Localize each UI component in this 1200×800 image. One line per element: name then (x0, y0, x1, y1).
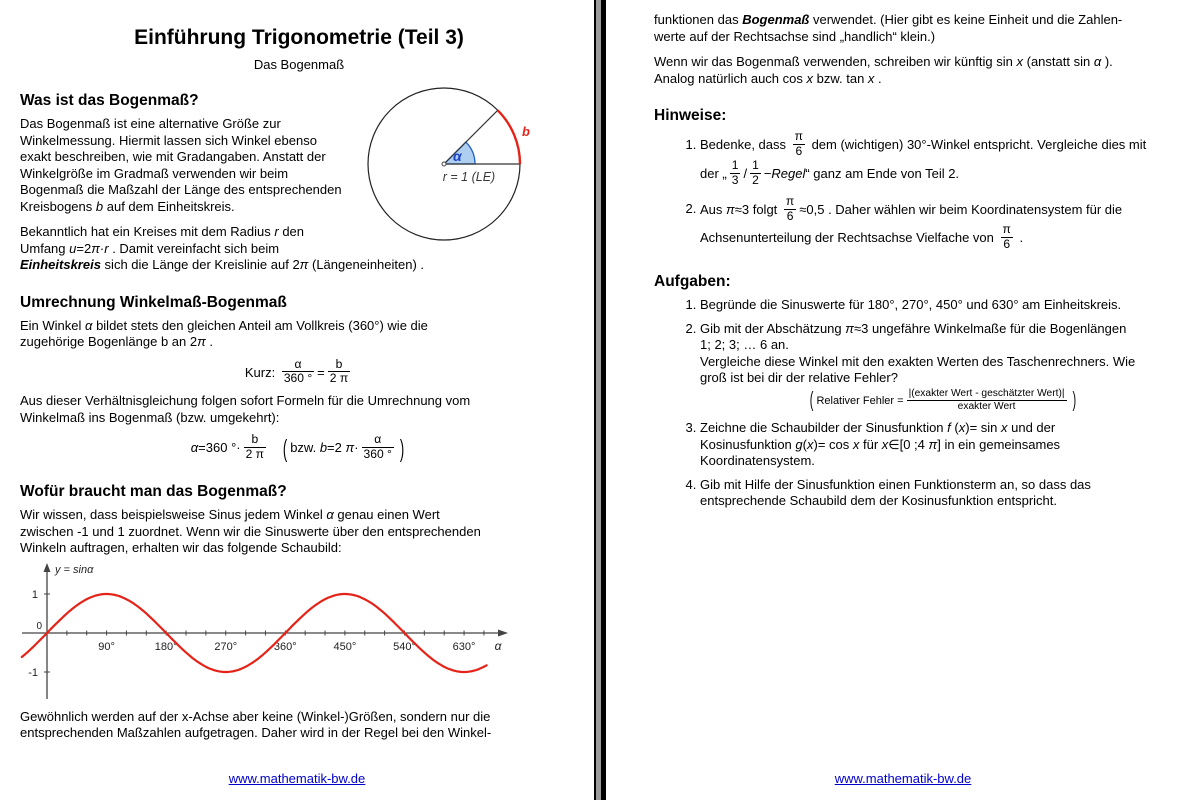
x-tick-label: 270° (214, 640, 238, 653)
aufgabe-item-3: 3. Zeichne die Schaubilder der Sinusfunktion f (x)= sin x und der Kosinusfunktion g(x)= cos x für x∈[0 ;4 π] in ein gemeinsames Koordinatensystem. (700, 420, 1186, 470)
x-tick-label: 450° (333, 640, 357, 653)
heading-hinweise: Hinweise: (654, 107, 727, 124)
hinweise-list (654, 131, 1186, 253)
x-tick-label: 540° (393, 640, 416, 653)
paragraph-bogenmass-intro: Das Bogenmaß ist eine alternative Größe zur Winkelmessung. Hiermit lassen sich Winkel ebenso exakt beschreiben, wie mit Gradangaben. Anstatt der Winkelgröße im Gradmaß verwenden wir beim Bogenmaß die Maßzahl der Länge des entsprechenden Kreisbogens b auf dem Einheitskreis. (20, 116, 342, 214)
x-tick-label: 360° (273, 640, 297, 653)
page-right (606, 0, 1200, 800)
paragraph-einheitskreis: Bekanntlich hat ein Kreises mit dem Radius r den Umfang u=2π·r . Damit vereinfacht sich beim Einheitskreis sich die Länge der Kreislinie auf 2π (Längeneinheiten) . (20, 224, 425, 272)
x-axis-title: α (494, 638, 502, 653)
radius-label: r = 1 (LE) (442, 170, 496, 184)
x-tick-label: 180° (154, 640, 178, 653)
footer-right (606, 771, 1200, 786)
y-tick-label: 1 (31, 588, 38, 601)
y-tick-label: -1 (28, 666, 38, 679)
section-heading-wofuer: Wofür braucht man das Bogenmaß? (20, 483, 287, 501)
x-axis-arrow (498, 629, 508, 636)
aufgabe-item-2-text: Gib mit der Abschätzung π≈3 ungefähre Winkelmaße für die Bogenlängen 1; 2; 3; … 6 an. Vergleiche diese Winkel mit den exakten Werten des Taschenrechners. Wie groß ist bei dir der relative Fehler? (700, 320, 1136, 386)
aufgabe-item-4: 4. Gib mit Hilfe der Sinusfunktion einen Funktionsterm an, so dass das entsprechende Schaubild dem der Kosinusfunktion entspricht. (700, 477, 1186, 510)
footer-link[interactable]: www.mathematik-bw.de (228, 771, 366, 786)
arc-label-b: b (522, 124, 530, 139)
footer-left (0, 771, 594, 786)
y-tick-label: 0 (36, 620, 42, 632)
x-tick-label: 90° (98, 640, 115, 653)
page-subtitle: Das Bogenmaß (253, 57, 345, 72)
paragraph-verhaeltnisgleichung: Aus dieser Verhältnisgleichung folgen sofort Formeln für die Umrechnung vom Winkelmaß ins Bogenmaß (bzw. umgekehrt): (20, 393, 471, 425)
paragraph-funktionen: funktionen das Bogenmaß verwendet. (Hier gibt es keine Einheit und die Zahlen- werte auf der Rechtsachse sind „handlich“ klein.) (654, 12, 1123, 44)
formula-kurz: Kurz: $\frac{\alpha}{360 ^\circ}$ = $\frac{b}{2 \pi}$ (244, 356, 349, 386)
section-heading-was-ist: Was ist das Bogenmaß? (20, 92, 199, 109)
formula-umrechnung: α=360 °· $\frac{b}{2 \pi}$ ( bzw. b=2 π· $\frac{\alpha}{360 ^\circ}$ ) (190, 432, 405, 463)
unit-circle-svg (364, 84, 576, 244)
hinweis-item-2: 2. Aus π≈3 folgt $\frac{\pi}{6}$ ≈0,5 . Daher wählen wir beim Koordinatensystem für die Achsenunterteilung der Rechtsachse Vielfache von $\frac{\pi}{6}$ . (700, 196, 1186, 254)
page-title: Einführung Trigonometrie (Teil 3) (134, 26, 464, 49)
arc-b (498, 110, 520, 164)
y-axis-arrow (44, 563, 51, 572)
hinweis-item-1: 1. Bedenke, dass $\frac{\pi}{6}$ dem (wichtigen) 30°-Winkel entspricht. Vergleiche dies mit der „ $\frac{1}{3}$ / $\frac{1}{2}$ −Regel“ ganz am Ende von Teil 2. (700, 131, 1186, 189)
aufgaben-list (654, 297, 1186, 510)
unit-circle-figure (364, 84, 576, 244)
footer-link[interactable]: www.mathematik-bw.de (834, 771, 972, 786)
formula-relativer-fehler: ( Relativer Fehler = $\frac{\text{|(exakter Wert - geschätzter Wert)|}}{\text{exakter Wert}}$ ) (809, 387, 1077, 412)
section-was-ist (20, 92, 578, 274)
paragraph-sinx: Wenn wir das Bogenmaß verwenden, schreiben wir künftig sin x (anstatt sin α ). Analog natürlich auch cos x bzw. tan x . (654, 54, 1113, 86)
sine-plot-figure (20, 561, 540, 709)
paragraph-x-achse: Gewöhnlich werden auf der x-Achse aber keine (Winkel-)Größen, sondern nur die entsprechenden Maßzahlen aufgetragen. Daher wird in der Regel bei den Winkel- (20, 708, 492, 741)
circle-center-point (442, 162, 446, 166)
page-left (0, 0, 594, 800)
y-axis-title: y = sinα (55, 563, 94, 576)
alpha-label: α (453, 148, 462, 164)
heading-aufgaben: Aufgaben: (654, 273, 731, 291)
x-tick-label: 630° (452, 640, 476, 653)
page-divider (594, 0, 606, 800)
sine-plot-svg (20, 561, 540, 709)
section-heading-umrechnung: Umrechnung Winkelmaß-Bogenmaß (20, 293, 287, 311)
aufgabe-item-2 (700, 321, 1186, 414)
paragraph-sinuswerte: Wir wissen, dass beispielsweise Sinus jedem Winkel α genau einen Wert zwischen -1 und 1 zuordnet. Wenn wir die Sinuswerte über den entsprechenden Winkeln auftragen, erhalten wir das folgende Schaubild: (20, 507, 481, 556)
aufgabe-item-1: 1. Begründe die Sinuswerte für 180°, 270°, 450° und 630° am Einheitskreis. (700, 297, 1186, 314)
paragraph-anteil-vollkreis: Ein Winkel α bildet stets den gleichen Anteil am Vollkreis (360°) wie die zugehörige Bogenlänge b an 2π . (20, 317, 428, 349)
